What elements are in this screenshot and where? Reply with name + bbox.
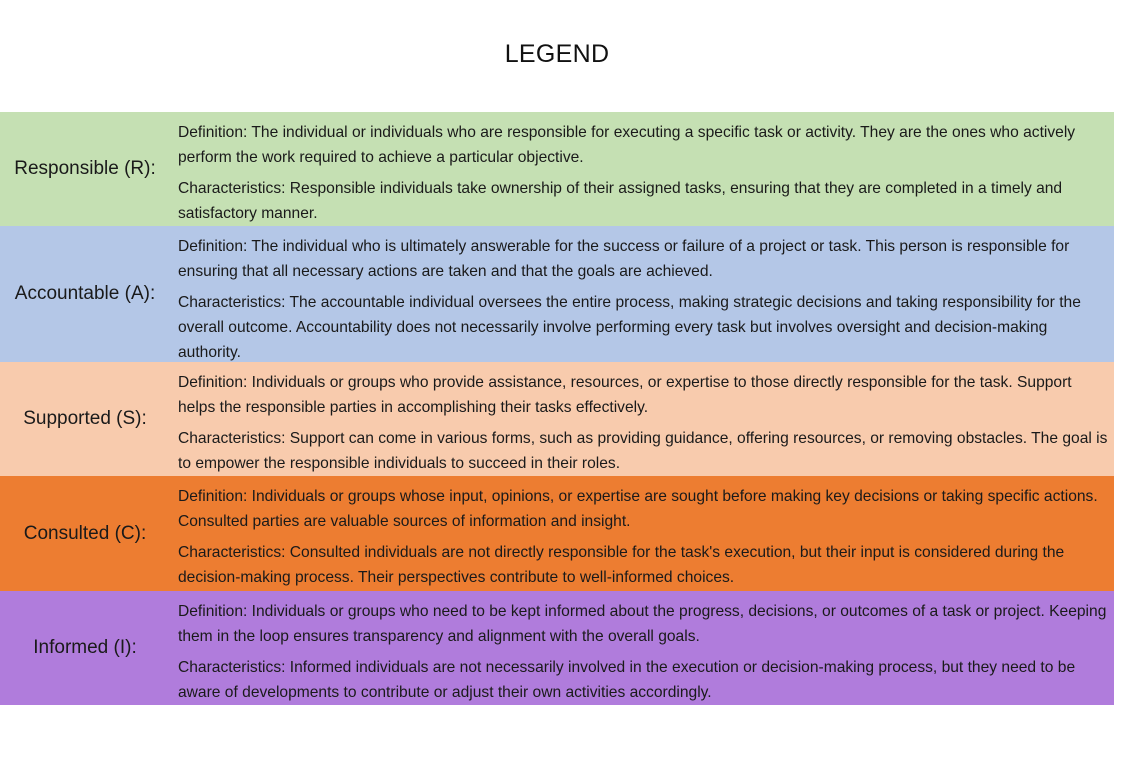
row-content-accountable [170,226,1114,362]
row-label-informed: Informed (I): [33,637,137,658]
legend-table [0,112,1114,705]
legend-title: LEGEND [504,40,610,68]
characteristics-consulted: Characteristics: Consulted individuals are not directly responsible for the task's execution, but their input is considered during the decision-making process. Their perspectives contribute to well-informed choices. [178,544,1065,586]
row-label-consulted: Consulted (C): [23,522,147,544]
row-content-responsible [170,112,1114,226]
definition-accountable: Definition: The individual who is ultimately answerable for the success or failure of a project or task. This person is responsible for ensuring that all necessary actions are taken and that the goals are achieved. [178,238,1070,280]
row-content-informed [170,591,1114,705]
characteristics-responsible: Characteristics: Responsible individuals take ownership of their assigned tasks, ensuring that they are completed in a timely and satisfactory manner. [178,180,1063,222]
row-label-accountable: Accountable (A): [14,283,156,304]
row-content-supported [170,362,1114,476]
definition-responsible: Definition: The individual or individuals who are responsible for executing a specific task or activity. They are the ones who actively perform the work required to achieve a particular objective. [178,124,1076,166]
legend-row-informed [0,591,1114,705]
definition-consulted: Definition: Individuals or groups whose input, opinions, or expertise are sought before making key decisions or taking specific actions. Consulted parties are valuable sources of information and insight. [178,488,1098,530]
legend-row-accountable [0,226,1114,362]
characteristics-informed: Characteristics: Informed individuals are not necessarily involved in the execution or decision-making process, but they need to be aware of developments to contribute or adjust their own activities accordingly. [178,659,1076,701]
row-content-consulted [170,476,1114,591]
row-label-responsible: Responsible (R): [14,158,156,179]
characteristics-supported: Characteristics: Support can come in various forms, such as providing guidance, offering resources, or removing obstacles. The goal is to empower the responsible individuals to succeed in their roles. [178,430,1108,472]
row-label-supported: Supported (S): [23,408,147,429]
definition-supported: Definition: Individuals or groups who provide assistance, resources, or expertise to those directly responsible for the task. Support helps the responsible parties in accomplishing their tasks effectively. [178,374,1072,416]
legend-row-supported [0,362,1114,476]
characteristics-accountable: Characteristics: The accountable individual oversees the entire process, making strategic decisions and taking responsibility for the overall outcome. Accountability does not necessarily involve performing every task but involves oversight and decision-making authority. [178,294,1081,361]
legend-row-consulted [0,476,1114,591]
legend-row-responsible [0,112,1114,226]
definition-informed: Definition: Individuals or groups who need to be kept informed about the progress, decisions, or outcomes of a task or project. Keeping them in the loop ensures transparency and alignment with the overall goals. [178,603,1107,645]
